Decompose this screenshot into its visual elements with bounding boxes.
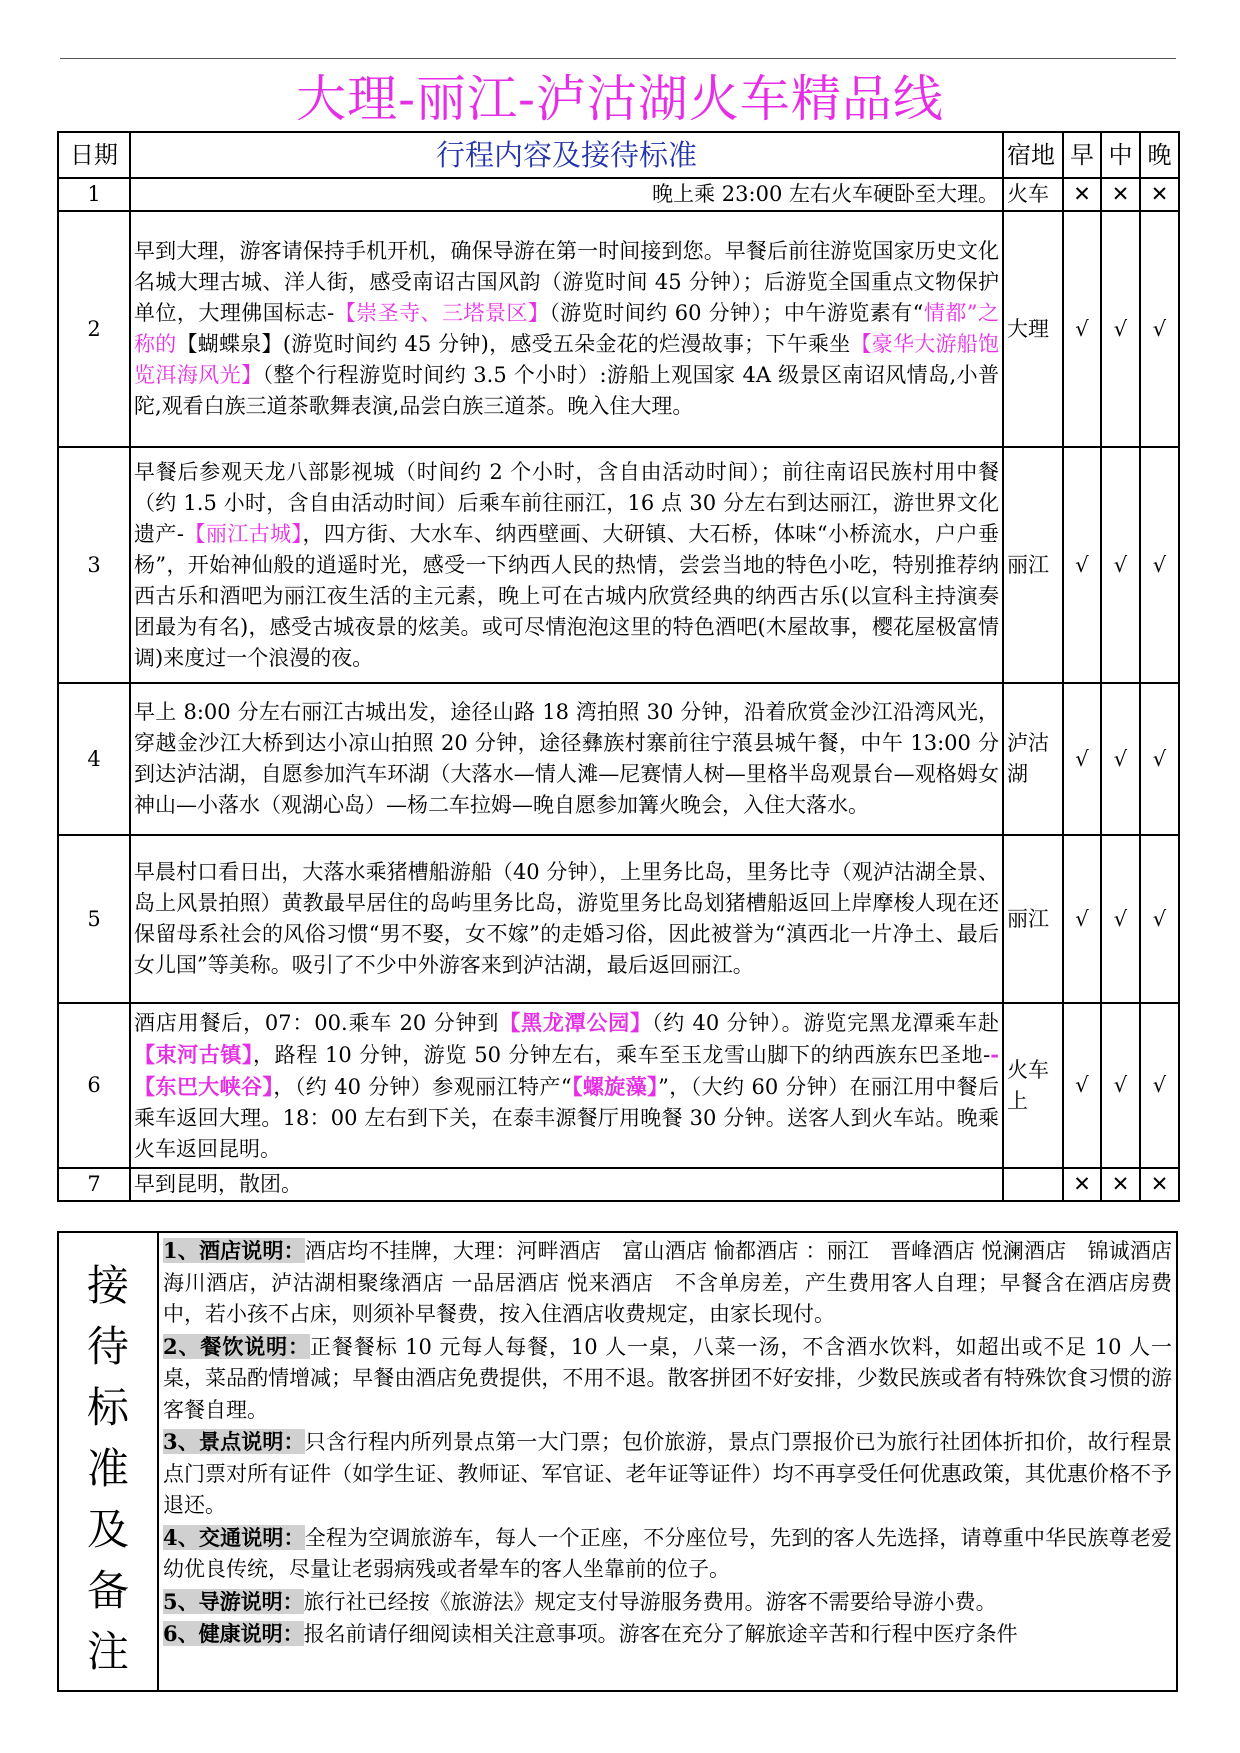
dinner-cell: √ bbox=[1140, 1003, 1179, 1168]
note-label: 1、酒店说明： bbox=[163, 1238, 305, 1263]
content-text: （游览时间约 60 分钟）；中午游览素有“ bbox=[549, 301, 924, 325]
notes-title-char: 准 bbox=[86, 1444, 129, 1493]
content-text: （整个行程游览时间约 3.5 个小时）:游船上观国家 4A 级景区南诏风情岛,小普陀,观看白族三道茶歌舞表演,品尝白族三道茶。晚入住大理。 bbox=[134, 363, 1000, 418]
content-cell bbox=[130, 683, 1003, 835]
breakfast-cell: ✕ bbox=[1063, 178, 1101, 211]
day-cell: 5 bbox=[58, 835, 130, 1003]
content-cell bbox=[130, 211, 1003, 447]
content-cell bbox=[130, 447, 1003, 683]
lunch-cell: ✕ bbox=[1101, 178, 1140, 211]
day-cell: 6 bbox=[58, 1003, 130, 1168]
note-label: 4、交通说明： bbox=[163, 1524, 305, 1550]
dinner-cell: ✕ bbox=[1140, 1168, 1179, 1201]
highlight-text: 【螺旋藻】 bbox=[571, 1073, 659, 1099]
breakfast-cell: √ bbox=[1063, 1003, 1101, 1168]
content-cell bbox=[130, 835, 1003, 1003]
notes-title-char: 标 bbox=[86, 1383, 129, 1432]
note-label: 5、导游说明： bbox=[163, 1588, 304, 1614]
notes-body bbox=[163, 1235, 1172, 1651]
itinerary-table bbox=[57, 131, 1180, 1202]
breakfast-cell: √ bbox=[1063, 835, 1101, 1003]
content-text: 早到昆明，散团。 bbox=[134, 1172, 302, 1196]
note-label: 6、健康说明： bbox=[163, 1621, 304, 1646]
header-content: 行程内容及接待标准 bbox=[130, 132, 1003, 178]
itinerary-row bbox=[58, 1003, 1179, 1168]
highlight-text: 【豪华大游船饱览洱海风光】 bbox=[134, 332, 1000, 387]
note-text: 酒店均不挂牌，大理：河畔酒店 富山酒店 愉都酒店 ：丽江 晋峰酒店 悦澜酒店 锦诚酒店 海川酒店，泸沽湖相聚缘酒店 一品居酒店 悦来酒店 不含单房差，产生费用客人自理；早餐含在酒店房费中，若小孩不占床，则须补早餐费，按入住酒店收费规定，由家长现付。 bbox=[163, 1239, 1172, 1326]
note-item bbox=[163, 1618, 1172, 1651]
content-text: 【蝴蝶泉】 bbox=[176, 332, 283, 356]
top-rule bbox=[60, 58, 1176, 59]
stay-cell: 火车上 bbox=[1003, 1003, 1063, 1168]
itinerary-row bbox=[58, 835, 1179, 1003]
page-title: 大理-丽江-泸沽湖火车精品线 bbox=[296, 70, 944, 128]
day-cell: 2 bbox=[58, 211, 130, 447]
lunch-cell: √ bbox=[1101, 1003, 1140, 1168]
day-cell: 3 bbox=[58, 447, 130, 683]
notes-title bbox=[59, 1233, 159, 1690]
stay-cell: 大理 bbox=[1003, 211, 1063, 447]
day-cell: 4 bbox=[58, 683, 130, 835]
content-cell bbox=[130, 1168, 1003, 1201]
content-text: 早上 8:00 分左右丽江古城出发，途径山路 18 湾拍照 30 分钟，沿着欣赏金沙江沿湾风光，穿越金沙江大桥到达小凉山拍照 20 分钟，途径彝族村寨前往宁蒗县城午餐，中午 13:00 分到达泸沽湖，自愿参加汽车环湖（大落水—情人滩—尼赛情人树—里格半岛观景台—观格姆女神山—小落水（观湖心岛）—杨二车拉姆—晚自愿参加篝火晚会，入住大落水。 bbox=[134, 700, 999, 817]
content-text: ，（约 40 分钟）参观丽江特产“ bbox=[273, 1074, 572, 1099]
day-cell: 7 bbox=[58, 1168, 130, 1201]
content-text: 酒店用餐后，07：00.乘车 20 分钟到 bbox=[134, 1010, 500, 1035]
breakfast-cell: ✕ bbox=[1063, 1168, 1101, 1201]
dinner-cell: √ bbox=[1140, 683, 1179, 835]
note-label: 2、餐饮说明： bbox=[163, 1333, 310, 1359]
dinner-cell: ✕ bbox=[1140, 178, 1179, 211]
stay-cell: 火车 bbox=[1003, 178, 1063, 211]
stay-cell: 泸沽湖 bbox=[1003, 683, 1063, 835]
dinner-cell: √ bbox=[1140, 447, 1179, 683]
content-cell bbox=[130, 178, 1003, 211]
itinerary-row bbox=[58, 211, 1179, 447]
header-lunch: 中 bbox=[1101, 132, 1140, 178]
content-text: 晚上乘 23:00 左右火车硬卧至大理。 bbox=[652, 182, 999, 206]
highlight-text: -【东巴大峡谷】 bbox=[134, 1041, 999, 1099]
note-text: 只含行程内所列景点第一大门票；包价旅游，景点门票报价已为旅行社团体折扣价，故行程景点门票对所有证件（如学生证、教师证、军官证、老年证等证件）均不再享受任何优惠政策，其优惠价格不予退还。 bbox=[163, 1430, 1172, 1517]
header-day: 日期 bbox=[58, 132, 130, 178]
content-text: 早餐后参观天龙八部影视城（时间约 2 个小时，含自由活动时间）；前往南诏民族村用中餐（约 1.5 小时，含自由活动时间）后乘车前往丽江，16 点 30 分左右到达丽江，游世界文化遗产- bbox=[134, 459, 999, 546]
note-text: 报名前请仔细阅读相关注意事项。游客在充分了解旅途辛苦和行程中医疗条件 bbox=[303, 1622, 1018, 1646]
highlight-text: 情都”之称的 bbox=[134, 301, 999, 356]
note-text: 全程为空调旅游车，每人一个正座，不分座位号，先到的客人先选择，请尊重中华民族尊老爱幼优良传统，尽量让老弱病残或者晕车的客人坐靠前的位子。 bbox=[163, 1525, 1172, 1581]
content-text: ，四方街、大水车、纳西壁画、大研镇、大石桥，体味“小桥流水，户户垂杨”，开始神仙般的逍遥时光，感受一下纳西人民的热情，尝尝当地的特色小吃，特别推荐纳西古乐和酒吧为丽江夜生活的主元素，晚上可在古城内欣赏经典的纳西古乐(以宣科主持演奏团最为有名)，感受古城夜景的炫美。或可尽情泡泡这里的特色酒吧(木屋故事，樱花屋极富情调)来度过一个浪漫的夜。 bbox=[134, 521, 999, 670]
lunch-cell: ✕ bbox=[1101, 1168, 1140, 1201]
dinner-cell: √ bbox=[1140, 835, 1179, 1003]
day-cell: 1 bbox=[58, 178, 130, 211]
lunch-cell: √ bbox=[1101, 447, 1140, 683]
header-breakfast: 早 bbox=[1063, 132, 1101, 178]
note-item bbox=[163, 1586, 1172, 1619]
itinerary-row bbox=[58, 178, 1179, 211]
content-text: ，路程 10 分钟，游览 50 分钟左右，乘车至玉龙雪山脚下的纳西族东巴圣地- bbox=[253, 1042, 991, 1067]
header-stay: 宿地 bbox=[1003, 132, 1063, 178]
lunch-cell: √ bbox=[1101, 211, 1140, 447]
content-text: （约 40 分钟）。游览完黑龙潭乘车赴 bbox=[651, 1010, 999, 1035]
stay-cell: 丽江 bbox=[1003, 835, 1063, 1003]
note-text: 正餐餐标 10 元每人每餐，10 人一桌，八菜一汤，不含酒水饮料，如超出或不足 10 人一桌，菜品酌情增减；早餐由酒店免费提供，不用不退。散客拼团不好安排，少数民族或者有特殊饮食习惯的游客餐自理。 bbox=[163, 1334, 1172, 1422]
notes-title-char: 待 bbox=[86, 1322, 129, 1371]
itinerary-row bbox=[58, 683, 1179, 835]
breakfast-cell: √ bbox=[1063, 447, 1101, 683]
lunch-cell: √ bbox=[1101, 835, 1140, 1003]
stay-cell: 丽江 bbox=[1003, 447, 1063, 683]
highlight-text: 【丽江古城】 bbox=[183, 521, 303, 546]
note-item bbox=[163, 1522, 1172, 1586]
content-cell bbox=[130, 1003, 1003, 1168]
content-text: ”，（大约 60 分钟）在丽江用中餐后乘车返回大理。18：00 左右到下关，在泰丰源餐厅用晚餐 30 分钟。送客人到火车站。晚乘火车返回昆明。 bbox=[134, 1074, 1000, 1161]
breakfast-cell: √ bbox=[1063, 211, 1101, 447]
highlight-text: 【崇圣寺、三塔景区】 bbox=[334, 301, 550, 325]
dinner-cell: √ bbox=[1140, 211, 1179, 447]
breakfast-cell: √ bbox=[1063, 683, 1101, 835]
notes-section bbox=[57, 1231, 1178, 1692]
notes-title-char: 备 bbox=[86, 1566, 129, 1615]
notes-title-char: 及 bbox=[86, 1505, 129, 1554]
content-text: 早到大理，游客请保持手机开机，确保导游在第一时间接到您。早餐后前往游览国家历史文化名城大理古城、洋人街，感受南诏古国风韵（游览时间 45 分钟）；后游览全国重点文物保护单位，大理佛国标志- bbox=[134, 239, 999, 325]
content-text: 早晨村口看日出，大落水乘猪槽船游船（40 分钟），上里务比岛，里务比寺（观泸沽湖全景、岛上风景拍照）黄教最早居住的岛屿里务比岛，游览里务比岛划猪槽船返回上岸摩梭人现在还保留母系社会的风俗习惯“男不娶，女不嫁”的走婚习俗，因此被誉为“滇西北一片净土、最后女儿国”等美称。吸引了不少中外游客来到泸沽湖，最后返回丽江。 bbox=[134, 860, 999, 977]
itinerary-row bbox=[58, 1168, 1179, 1201]
notes-title-char: 接 bbox=[86, 1261, 129, 1310]
itinerary-row bbox=[58, 447, 1179, 683]
highlight-text: 【黑龙潭公园】 bbox=[499, 1009, 652, 1035]
lunch-cell: √ bbox=[1101, 683, 1140, 835]
stay-cell bbox=[1003, 1168, 1063, 1201]
note-item bbox=[163, 1331, 1172, 1427]
content-text: (游览时间约 45 分钟)，感受五朵金花的烂漫故事；下午乘坐 bbox=[282, 332, 851, 356]
table-header-row bbox=[58, 132, 1179, 178]
notes-title-char: 注 bbox=[86, 1627, 129, 1676]
highlight-text: 【束河古镇】 bbox=[134, 1041, 254, 1067]
note-label: 3、景点说明： bbox=[163, 1429, 305, 1454]
header-dinner: 晚 bbox=[1140, 132, 1179, 178]
note-item bbox=[163, 1426, 1172, 1522]
note-text: 旅行社已经按《旅游法》规定支付导游服务费用。游客不需要给导游小费。 bbox=[303, 1589, 997, 1614]
note-item bbox=[163, 1235, 1172, 1331]
